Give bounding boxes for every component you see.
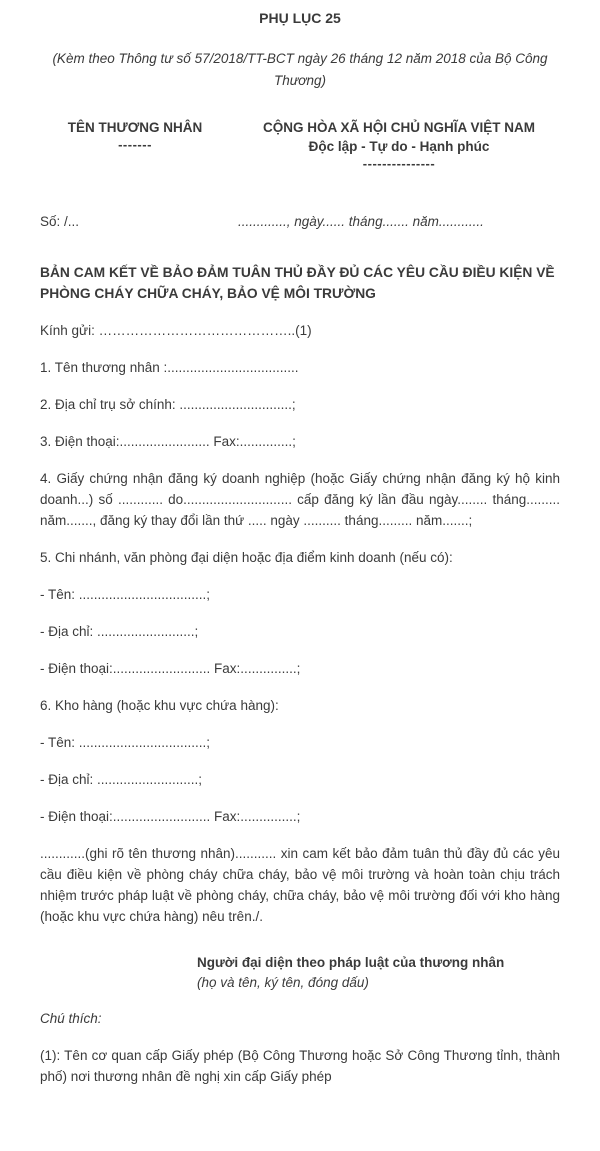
warehouse-name-line: - Tên: ..................................;	[40, 735, 211, 750]
document-title: BẢN CAM KẾT VỀ BẢO ĐẢM TUÂN THỦ ĐẦY ĐỦ CÁC YÊU CẦU ĐIỀU KIỆN VỀ PHÒNG CHÁY CHỮA CHÁY, BẢO VỆ MÔI TRƯỜNG	[40, 265, 555, 301]
recipient-line: Kính gửi: ……………………………………..(1)	[40, 323, 312, 338]
field-head-office-address: 2. Địa chỉ trụ sở chính: ..............................;	[40, 397, 296, 412]
signature-note: (họ và tên, ký tên, đóng dấu)	[197, 975, 369, 990]
national-header-block	[238, 119, 560, 170]
field-phone-fax: 3. Điện thoại:........................ Fax:..............;	[40, 434, 296, 449]
national-divider: ---------------	[362, 156, 436, 171]
signature-block	[197, 953, 560, 992]
trader-name-block	[40, 119, 230, 170]
notes-label: Chú thích:	[40, 1011, 102, 1026]
trader-name-heading: TÊN THƯƠNG NHÂN	[67, 120, 203, 135]
national-title: CỘNG HÒA XÃ HỘI CHỦ NGHĨA VIỆT NAM	[262, 120, 535, 135]
appendix-subtitle: (Kèm theo Thông tư số 57/2018/TT-BCT ngày 26 tháng 12 năm 2018 của Bộ Công Thương)	[52, 51, 548, 88]
trader-divider: -------	[118, 137, 152, 152]
document-header	[40, 119, 560, 170]
national-motto: Độc lập - Tự do - Hạnh phúc	[308, 139, 490, 154]
commitment-paragraph: ............(ghi rõ tên thương nhân)........... xin cam kết bảo đảm tuân thủ đầy đủ các yêu cầu điều kiện về phòng cháy chữa cháy, bảo vệ môi trường và hoàn toàn chịu trách nhiệm trước pháp luật về phòng cháy, chữa cháy, bảo vệ môi trường đối với kho hàng (hoặc khu vực chứa hàng) nêu trên./.	[40, 846, 560, 924]
warehouse-address-line: - Địa chỉ: ...........................;	[40, 772, 203, 787]
appendix-title: PHỤ LỤC 25	[259, 10, 341, 26]
date-place-line: ............., ngày...... tháng....... năm............	[238, 214, 484, 229]
field-business-registration: 4. Giấy chứng nhận đăng ký doanh nghiệp (hoặc Giấy chứng nhận đăng ký hộ kinh doanh...) số ............ do............................. cấp đăng ký lần đầu ngày........ tháng......... năm......., đăng ký thay đổi lần thứ ..... ngày .......... tháng......... năm.......;	[40, 471, 560, 528]
warehouse-phone-fax-line: - Điện thoại:.......................... Fax:...............;	[40, 809, 301, 824]
footnote-1: (1): Tên cơ quan cấp Giấy phép (Bộ Công Thương hoặc Sở Công Thương tỉnh, thành phố) nơi thương nhân đề nghị xin cấp Giấy phép	[40, 1048, 560, 1084]
branch-address-line: - Địa chỉ: ..........................;	[40, 624, 199, 639]
document-number: Số: /...	[40, 214, 80, 229]
section-branch-heading: 5. Chi nhánh, văn phòng đại diện hoặc địa điểm kinh doanh (nếu có):	[40, 550, 453, 565]
branch-name-line: - Tên: ..................................;	[40, 587, 211, 602]
section-warehouse-heading: 6. Kho hàng (hoặc khu vực chứa hàng):	[40, 698, 279, 713]
signature-title: Người đại diện theo pháp luật của thương nhân	[197, 955, 505, 970]
field-trader-name: 1. Tên thương nhân :...................................	[40, 360, 299, 375]
reference-row	[40, 213, 560, 231]
branch-phone-fax-line: - Điện thoại:.......................... Fax:...............;	[40, 661, 301, 676]
